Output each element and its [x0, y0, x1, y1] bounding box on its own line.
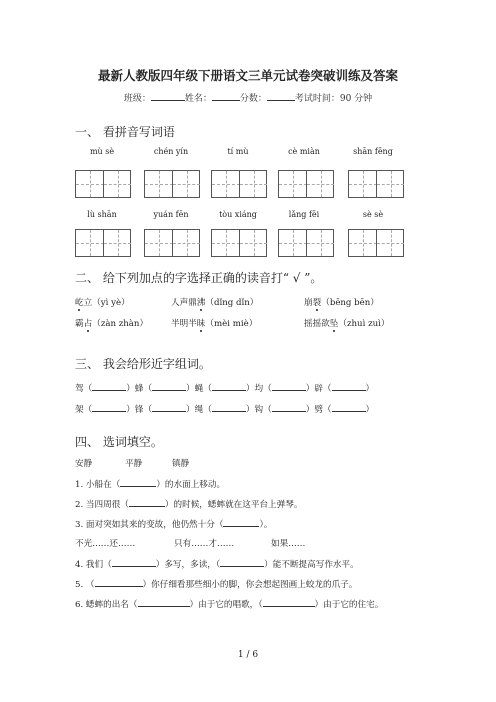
grid-guide	[321, 171, 322, 197]
writing-grid[interactable]	[211, 170, 267, 198]
pinyin-label: sè sè	[362, 210, 384, 219]
paren: ）	[186, 384, 195, 394]
writing-grid[interactable]	[348, 229, 404, 257]
class-blank[interactable]	[151, 91, 185, 101]
answer-blank[interactable]	[152, 381, 186, 391]
reading-item	[304, 296, 379, 308]
grid-cell[interactable]	[376, 171, 404, 197]
grid-guide	[363, 171, 364, 197]
paren: ）	[305, 384, 315, 394]
question-2: 2. 当四周很（ ）的时候，蟋蟀就在这平台上弹琴。	[75, 497, 302, 510]
grid-cell[interactable]	[306, 171, 334, 197]
writing-grid[interactable]	[144, 229, 200, 257]
pinyin-label: lǎng fēi	[288, 210, 320, 219]
word-choice: 镇静	[172, 459, 190, 469]
reading-text[interactable]: （dǐng dǐn）	[205, 298, 259, 308]
grid-cell[interactable]	[212, 171, 240, 197]
writing-grid[interactable]	[144, 170, 200, 198]
grid-cell[interactable]	[279, 171, 307, 197]
writing-grid[interactable]	[75, 170, 131, 198]
word-form-line	[75, 381, 374, 394]
grid-cell[interactable]	[349, 230, 377, 256]
writing-grid[interactable]	[211, 229, 267, 257]
word-choice: 不光……还……	[75, 539, 136, 549]
writing-grid[interactable]	[75, 229, 131, 257]
dotted-char: 占	[83, 319, 93, 329]
answer-blank[interactable]	[92, 402, 126, 412]
answer-blank[interactable]	[263, 597, 315, 607]
paren: （	[203, 384, 212, 394]
reading-item	[171, 317, 257, 329]
grid-cell[interactable]	[279, 230, 307, 256]
grid-guide	[321, 230, 322, 256]
paren: （	[203, 405, 212, 415]
paren: （	[322, 384, 332, 394]
question-4: 4. 我们（ ）多写，多读，（ ）能不断提高写作水平。	[75, 557, 359, 570]
grid-cell[interactable]	[306, 230, 334, 256]
grid-cell[interactable]	[239, 230, 267, 256]
pinyin-label: yuán fēn	[153, 210, 189, 219]
score-label: 分数：	[239, 94, 267, 104]
reading-text: 崩	[304, 298, 313, 308]
paren: （	[83, 384, 93, 394]
form-char: 锋	[134, 405, 144, 415]
form-char: 钩	[254, 405, 264, 415]
answer-blank[interactable]	[212, 381, 246, 391]
grid-cell[interactable]	[76, 171, 104, 197]
answer-blank[interactable]	[332, 381, 366, 391]
reading-text[interactable]: （zàn zhàn）	[92, 319, 149, 329]
question-6: 6. 蟋蟀的出名（ ）由于它的唱歌，（ ）由于它的住宅。	[75, 597, 383, 610]
reading-item	[75, 317, 148, 329]
grid-guide	[159, 230, 160, 256]
grid-guide	[293, 230, 294, 256]
writing-grid[interactable]	[278, 229, 334, 257]
section-4-heading: 四、 选词填空。	[75, 435, 163, 449]
reading-item	[75, 296, 130, 308]
paren: （	[322, 405, 332, 415]
section-2-heading: 二、 给下列加点的字选择正确的读音打“ √ ”。	[75, 271, 323, 285]
doc-title: 最新人教版四年级下册语文三单元试卷突破训练及答案	[97, 68, 398, 83]
grid-guide	[90, 171, 91, 197]
answer-blank[interactable]	[152, 402, 186, 412]
form-char: 蜂	[134, 384, 144, 394]
form-char: 辟	[314, 384, 323, 394]
dotted-char: 昧	[196, 319, 206, 329]
reading-text[interactable]: 立（yì yè）	[83, 298, 130, 308]
paren: ）	[365, 405, 375, 415]
word-choice: 平静	[125, 459, 143, 469]
grid-cell[interactable]	[172, 230, 200, 256]
reading-text[interactable]: （mèi miè）	[205, 319, 258, 329]
grid-cell[interactable]	[239, 171, 267, 197]
paren: ）	[186, 405, 195, 415]
grid-guide	[118, 171, 119, 197]
question-3: 3. 面对突如其来的变故，他仍然十分（ ）。	[75, 517, 272, 530]
answer-blank[interactable]	[129, 497, 165, 507]
grid-guide	[187, 230, 188, 256]
writing-grid[interactable]	[348, 170, 404, 198]
grid-guide	[226, 171, 227, 197]
word-choice: 只有……才……	[174, 539, 235, 549]
page-number: 1 / 6	[237, 650, 259, 660]
answer-blank[interactable]	[138, 597, 190, 607]
grid-guide	[293, 171, 294, 197]
grid-guide	[159, 171, 160, 197]
class-label: 班级：	[123, 94, 151, 104]
answer-blank[interactable]	[272, 381, 306, 391]
reading-text: 人声鼎	[171, 298, 197, 308]
reading-text[interactable]: （bēng bēn）	[321, 298, 379, 308]
student-info-line	[0, 91, 496, 104]
pinyin-label: tòu xiáng	[219, 210, 257, 219]
grid-cell[interactable]	[145, 171, 173, 197]
grid-guide	[254, 230, 255, 256]
form-char: 绳	[194, 405, 204, 415]
answer-blank[interactable]	[120, 477, 156, 487]
grid-guide	[90, 230, 91, 256]
paren: （	[263, 405, 272, 415]
grid-guide	[187, 171, 188, 197]
answer-blank[interactable]	[92, 381, 126, 391]
paren: ）	[365, 384, 375, 394]
paren: （	[143, 405, 153, 415]
grid-cell[interactable]	[376, 230, 404, 256]
word-form-line	[75, 402, 374, 415]
answer-blank[interactable]	[223, 517, 259, 527]
dotted-char: 屹	[75, 298, 84, 308]
paren: （	[83, 405, 93, 415]
paren: （	[143, 384, 153, 394]
grid-guide	[118, 230, 119, 256]
reading-text: 半明半	[171, 319, 197, 329]
answer-blank[interactable]	[95, 577, 143, 587]
pinyin-label: chén yín	[153, 147, 189, 156]
form-char: 架	[75, 405, 84, 415]
reading-item	[304, 317, 389, 329]
reading-item	[171, 296, 258, 308]
name-blank[interactable]	[212, 91, 240, 101]
dotted-char: 裂	[312, 298, 322, 308]
grid-guide	[391, 171, 392, 197]
pinyin-label: shān fēng	[353, 147, 393, 156]
grid-cell[interactable]	[103, 171, 131, 197]
grid-guide	[226, 230, 227, 256]
answer-blank[interactable]	[212, 402, 246, 412]
reading-text: 摇摇欲	[304, 319, 330, 329]
writing-grid[interactable]	[278, 170, 334, 198]
form-char: 劈	[314, 405, 323, 415]
paren: ）	[126, 405, 135, 415]
section-3-heading: 三、 我会给形近字组词。	[75, 357, 211, 371]
section-1-heading: 一、 看拼音写词语	[75, 125, 175, 139]
paren: ）	[245, 405, 255, 415]
question-1: 1. 小船在（ ）的水面上移动。	[75, 477, 225, 490]
grid-cell[interactable]	[76, 230, 104, 256]
name-label: 姓名：	[184, 94, 212, 104]
answer-blank[interactable]	[112, 557, 156, 567]
question-5: 5. （ ）你仔细看那些细小的脚，你会想起图画上蛟龙的爪子。	[75, 577, 357, 590]
form-char: 均	[254, 384, 264, 394]
form-char: 驾	[75, 384, 84, 394]
pinyin-label: lù shān	[87, 210, 117, 219]
grid-guide	[254, 171, 255, 197]
pinyin-label: tí mù	[227, 147, 249, 156]
answer-blank[interactable]	[332, 402, 366, 412]
reading-text[interactable]: （zhuì zuì）	[338, 319, 390, 329]
grid-cell[interactable]	[103, 230, 131, 256]
paren: ）	[126, 384, 135, 394]
time-label: 考试时间：90 分钟	[294, 94, 373, 104]
word-choice: 安静	[75, 459, 93, 469]
pinyin-label: mù sè	[89, 147, 115, 156]
form-char: 蝇	[194, 384, 204, 394]
grid-guide	[363, 230, 364, 256]
dotted-char: 坠	[329, 319, 339, 329]
grid-cell[interactable]	[212, 230, 240, 256]
grid-cell[interactable]	[349, 171, 377, 197]
grid-guide	[391, 230, 392, 256]
grid-cell[interactable]	[145, 230, 173, 256]
paren: ）	[245, 384, 255, 394]
reading-text: 霸	[75, 319, 84, 329]
word-choice: 如果……	[271, 539, 306, 549]
answer-blank[interactable]	[220, 557, 264, 567]
dotted-char: 沸	[196, 298, 206, 308]
answer-blank[interactable]	[272, 402, 306, 412]
pinyin-label: cè miàn	[288, 147, 320, 156]
grid-cell[interactable]	[172, 171, 200, 197]
paren: ）	[305, 405, 315, 415]
paren: （	[263, 384, 272, 394]
score-blank[interactable]	[267, 91, 295, 101]
